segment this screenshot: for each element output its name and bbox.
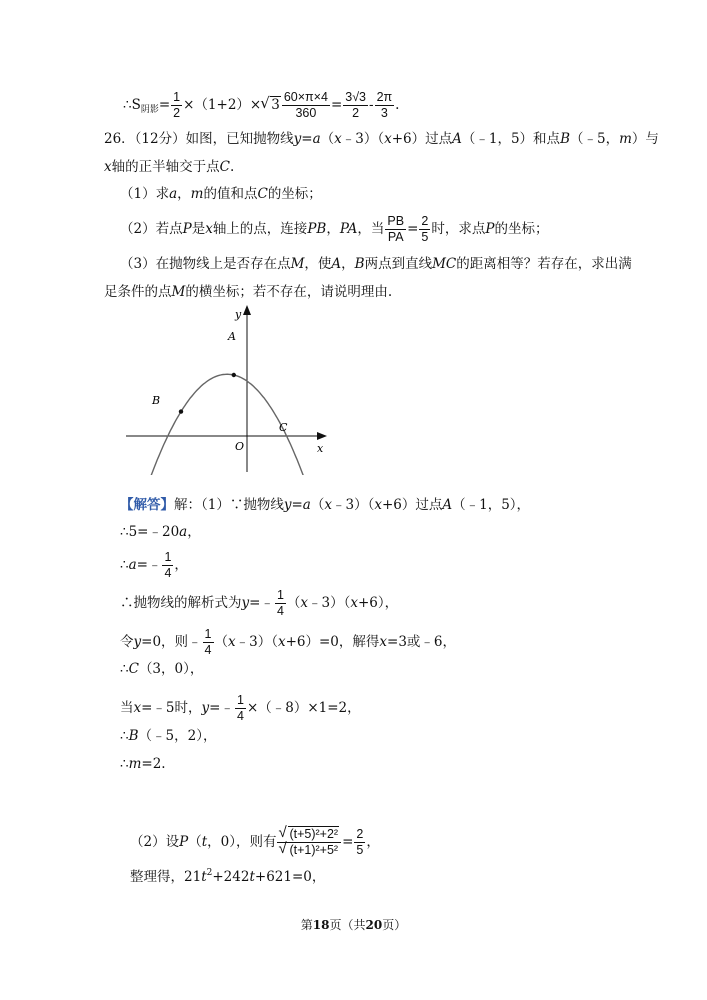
- page-number: 18: [312, 918, 330, 932]
- solution-line-8: ∴B（﹣5，2），: [120, 728, 217, 744]
- fraction: $\frac{1}{4}$: [204, 627, 212, 657]
- solution-part-2: （2）设P（t，0），则有 √ (t+5)²+2² √ (t+1)²+5² = $\frac{2}{5}$ ，: [130, 827, 380, 858]
- fraction: $\frac{2}{5}$: [356, 827, 364, 857]
- solution-line-2: ∴5=﹣20a，: [120, 524, 201, 540]
- fraction: $\frac{3√3}{2}$: [345, 90, 367, 120]
- page-footer: 第18页（共20页）: [300, 918, 407, 932]
- solution-line-5: 令y=0，则﹣ $\frac{1}{4}$ （x﹣3）（x+6）=0，解得x=3或﹣6，: [120, 627, 457, 657]
- fraction: $\frac{2}{5}$: [421, 214, 429, 244]
- solution-line-9: ∴m=2.: [120, 756, 166, 772]
- fraction: $\frac{60\times\pi\times 4}{360}$: [283, 90, 328, 120]
- problem-line-2: x轴的正半轴交于点C.: [104, 159, 235, 175]
- page-total: 20: [365, 918, 383, 932]
- point-c-label: C: [279, 421, 288, 434]
- solution-line-4: ∴抛物线的解析式为y=﹣ $\frac{1}{4}$ （x﹣3）（x+6），: [120, 588, 399, 618]
- fraction: $\frac{1}{4}$: [164, 550, 172, 580]
- point-a: [232, 373, 236, 377]
- x-axis-arrow: [317, 432, 327, 440]
- x-axis-label: x: [317, 442, 324, 455]
- y-axis-arrow: [243, 305, 251, 315]
- fraction: $\frac{1}{4}$: [276, 588, 284, 618]
- y-axis-label: y: [235, 308, 242, 321]
- distance-ratio: √ (t+5)²+2² √ (t+1)²+5²: [277, 827, 341, 858]
- solution-line-6: ∴C（3，0），: [120, 661, 204, 677]
- subscript: 阴影: [140, 105, 159, 115]
- fraction: $\frac{2\pi}{3}$: [376, 90, 393, 120]
- question-3-line-2: 足条件的点M的横坐标；若不存在，请说明理由.: [104, 284, 393, 300]
- solution-line-7: 当x=﹣5时，y=﹣ $\frac{1}{4}$ ×（﹣8）×1=2，: [120, 693, 361, 723]
- top-formula: $\therefore S_{阴影}=$ $\frac{1}{2}$ ×（1+2）×√ 3 $\frac{60\times\pi\times 4}{360}$ = $\frac{3√3}{2}$ - $\frac{2\pi}{3}$ .: [123, 90, 399, 121]
- solution-part-2-equation: 整理得，$21t^2+242t+621=0$，: [130, 868, 326, 885]
- fraction: $\frac{1}{2}$: [173, 90, 181, 120]
- solution-line-1: 【解答】解：（1）∵抛物线y=a（x﹣3）（x+6）过点A（﹣1，5），: [120, 497, 531, 513]
- problem-line-1: 26．（12分）如图，已知抛物线y=a（x﹣3）（x+6）过点A（﹣1，5）和点B（﹣5，m）与: [104, 131, 659, 147]
- sqrt: √ 3: [261, 96, 281, 114]
- point-b: [179, 409, 183, 413]
- origin-label: O: [235, 440, 245, 453]
- point-b-label: B: [152, 394, 161, 407]
- question-3-line-1: （3）在抛物线上是否存在点M，使A，B两点到直线MC的距离相等？若存在，求出满: [120, 256, 632, 272]
- answer-tag: 【解答】: [120, 497, 174, 513]
- fraction: $\frac{PB}{PA}$: [387, 214, 405, 244]
- point-a-label: A: [228, 330, 236, 343]
- solution-line-3: ∴a=﹣ $\frac{1}{4}$ ，: [120, 550, 188, 580]
- parabola-graph: [118, 300, 338, 475]
- question-1: （1）求a，m的值和点C的坐标；: [120, 186, 322, 202]
- fraction: $\frac{1}{4}$: [236, 693, 244, 723]
- question-2: （2）若点P是x轴上的点，连接PB，PA，当 $\frac{PB}{PA}$ = $\frac{2}{5}$ 时，求点P的坐标；: [120, 214, 549, 244]
